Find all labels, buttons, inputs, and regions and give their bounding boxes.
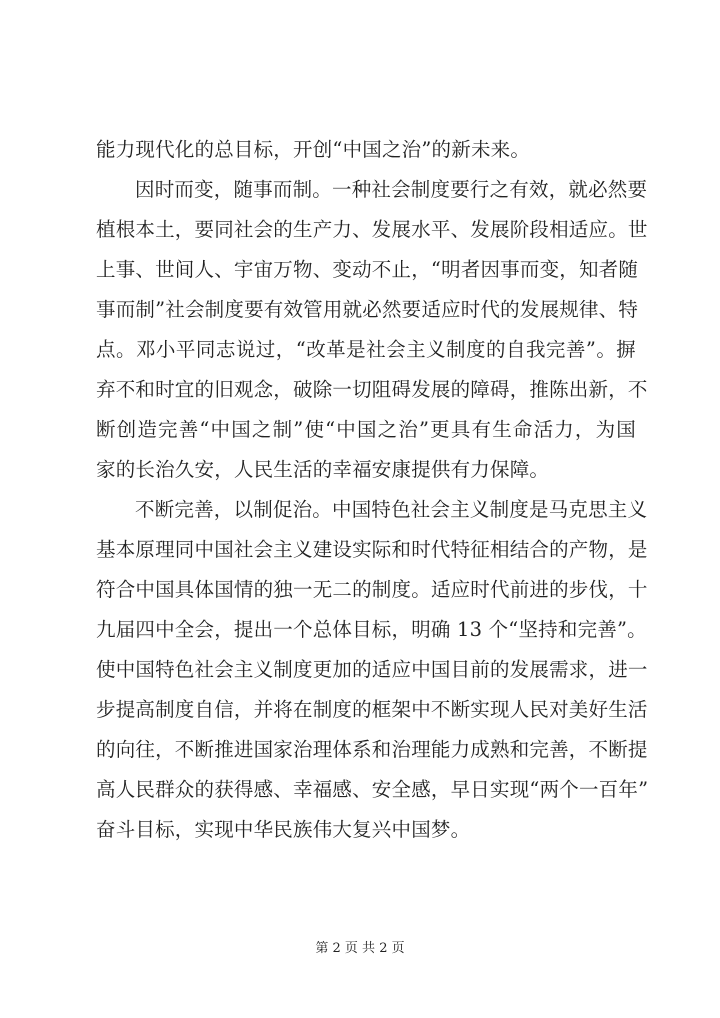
text-line: 断创造完善“中国之制”使“中国之治”更具有生命活力，为国: [96, 418, 636, 441]
text-line: 能力现代化的总目标，开创“中国之治”的新未来。: [96, 138, 531, 161]
text-line: 弃不和时宜的旧观念，破除一切阻碍发展的障碍，推陈出新，不: [96, 378, 648, 401]
text-line: 高人民群众的获得感、幸福感、安全感，早日实现“两个一百年”: [96, 778, 649, 801]
text-line: 事而制”社会制度要有效管用就必然要适应时代的发展规律、特: [96, 298, 639, 321]
text-line: 步提高制度自信，并将在制度的框架中不断实现人民对美好生活: [96, 698, 648, 721]
text-line: 符合中国具体国情的独一无二的制度。适应时代前进的步伐，十: [96, 578, 648, 601]
text-line: 因时而变，随事而制。一种社会制度要行之有效，就必然要: [135, 178, 648, 201]
text-line: 九届四中全会，提出一个总体目标，明确 13 个“坚持和完善”。: [96, 618, 647, 641]
text-line: 使中国特色社会主义制度更加的适应中国目前的发展需求，进一: [96, 658, 648, 681]
text-line: 点。邓小平同志说过，“改革是社会主义制度的自我完善”。摒: [96, 338, 636, 361]
text-line: 植根本土，要同社会的生产力、发展水平、发展阶段相适应。世: [96, 218, 648, 241]
text-line: 基本原理同中国社会主义建设实际和时代特征相结合的产物，是: [96, 538, 648, 561]
text-line: 家的长治久安，人民生活的幸福安康提供有力保障。: [96, 458, 550, 481]
text-line: 奋斗目标，实现中华民族伟大复兴中国梦。: [96, 818, 471, 841]
page-number-footer: 第 2 页 共 2 页: [315, 941, 405, 956]
text-line: 上事、世间人、宇宙万物、变动不止，“明者因事而变，知者随: [96, 258, 639, 281]
text-line: 不断完善，以制促治。中国特色社会主义制度是马克思主义: [135, 498, 648, 521]
text-line: 的向往，不断推进国家治理体系和治理能力成熟和完善，不断提: [96, 738, 648, 761]
